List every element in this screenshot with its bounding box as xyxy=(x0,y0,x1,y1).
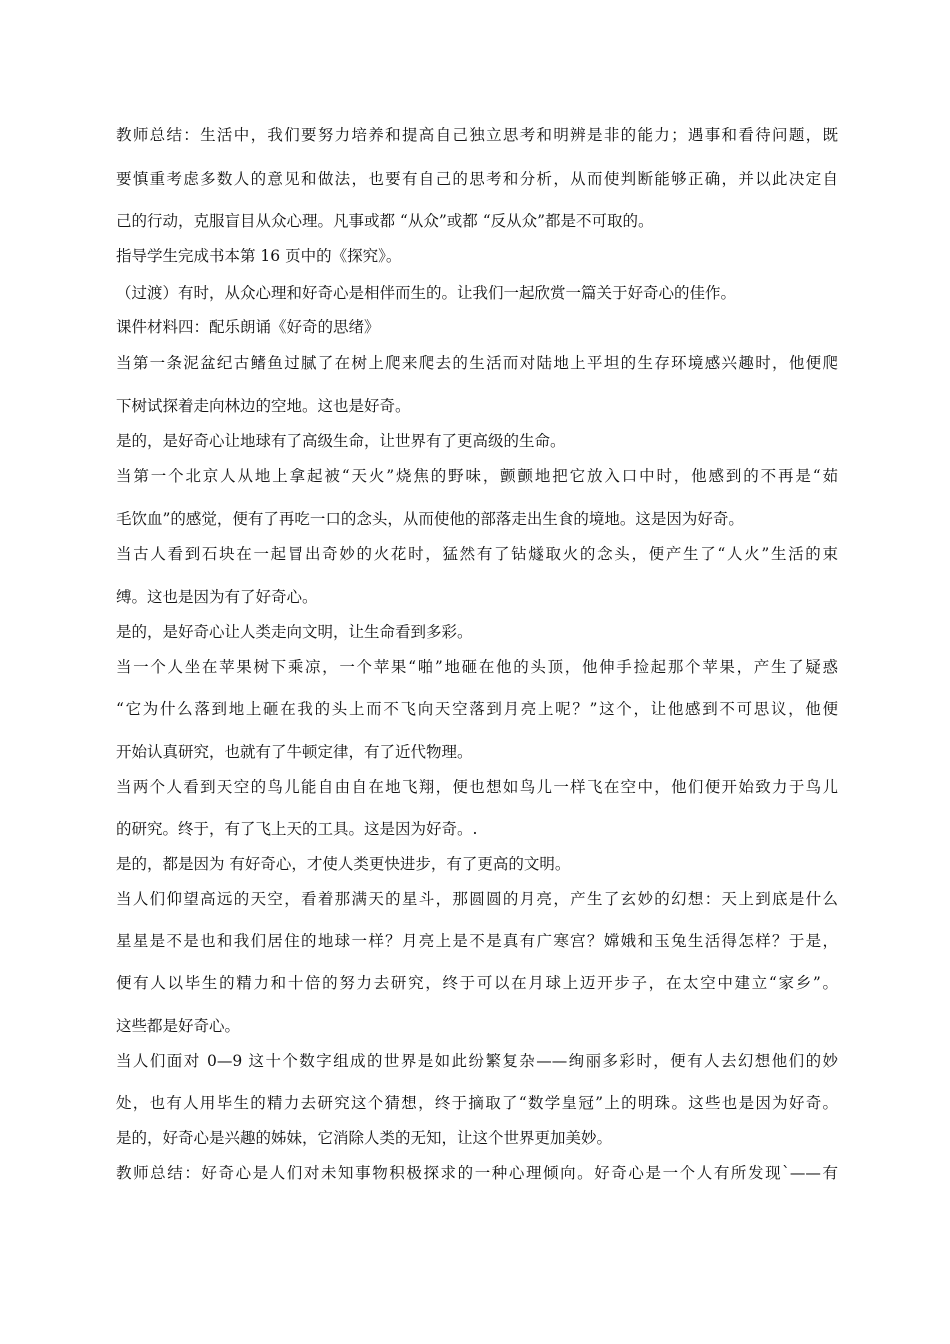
text-line: 当第一条泥盆纪古鳍鱼过腻了在树上爬来爬去的生活而对陆地上平坦的生存环境感兴趣时，他便爬 xyxy=(116,354,838,372)
text-line: 课件材料四：配乐朗诵《好奇的思绪》 xyxy=(116,318,380,336)
text-line: 毛饮血”的感觉，便有了再吃一口的念头，从而使他的部落走出生食的境地。这是因为好奇。 xyxy=(116,510,744,528)
text-line: 当人们面对 0—9 这十个数字组成的世界是如此纷繁复杂——绚丽多彩时，便有人去幻想他们的妙 xyxy=(116,1052,838,1070)
text-line: 当人们仰望高远的天空，看着那满天的星斗，那圆圆的月亮，产生了玄妙的幻想：天上到底是什么 xyxy=(116,890,838,908)
text-line: 下树试探着走向林边的空地。这也是好奇。 xyxy=(116,397,411,415)
text-line: 指导学生完成书本第 16 页中的《探究》。 xyxy=(116,247,402,265)
text-line: 是的，好奇心是兴趣的姊妹，它消除人类的无知，让这个世界更加美妙。 xyxy=(116,1129,613,1147)
text-line: 当两个人看到天空的鸟儿能自由自在地飞翔，便也想如鸟儿一样飞在空中，他们便开始致力于鸟儿 xyxy=(116,778,838,796)
text-line: 处，也有人用毕生的精力去研究这个猜想，终于摘取了“数学皇冠”上的明珠。这些也是因为好奇。 xyxy=(116,1094,838,1112)
text-line: 己的行动，克服盲目从众心理。凡事或都 “从众”或都 “反从众”都是不可取的。 xyxy=(116,212,654,230)
text-line: （过渡）有时，从众心理和好奇心是相伴而生的。让我们一起欣赏一篇关于好奇心的佳作。 xyxy=(116,284,737,302)
text-line: 是的，都是因为 有好奇心，才使人类更快进步，有了更高的文明。 xyxy=(116,855,571,873)
text-line: 的研究。终于，有了飞上天的工具。这是因为好奇。. xyxy=(116,820,478,838)
text-line: 当古人看到石块在一起冒出奇妙的火花时，猛然有了钻燧取火的念头，便产生了“人火”生活的束 xyxy=(116,545,838,563)
text-line: 开始认真研究，也就有了牛顿定律，有了近代物理。 xyxy=(116,743,473,761)
text-line: 星星是不是也和我们居住的地球一样？月亮上是不是真有广寒宫？嫦娥和玉兔生活得怎样？于是， xyxy=(116,932,838,950)
text-line: 教师总结：好奇心是人们对未知事物积极探求的一种心理倾向。好奇心是一个人有所发现`——有 xyxy=(116,1164,838,1182)
text-line: 缚。这也是因为有了好奇心。 xyxy=(116,588,318,606)
text-line: 教师总结：生活中，我们要努力培养和提高自己独立思考和明辨是非的能力；遇事和看待问题，既 xyxy=(116,126,838,144)
text-line: 是的，是好奇心让人类走向文明，让生命看到多彩。 xyxy=(116,623,473,641)
text-line: 便有人以毕生的精力和十倍的努力去研究，终于可以在月球上迈开步子，在太空中建立“家乡”。 xyxy=(116,974,838,992)
text-line: 当一个人坐在苹果树下乘凉，一个苹果“啪”地砸在他的头顶，他伸手捡起那个苹果，产生了疑惑 xyxy=(116,658,838,676)
text-line: 是的，是好奇心让地球有了高级生命，让世界有了更高级的生命。 xyxy=(116,432,566,450)
text-line: 这些都是好奇心。 xyxy=(116,1017,241,1035)
text-line: 当第一个北京人从地上拿起被“天火”烧焦的野味，颤颤地把它放入口中时，他感到的不再是“茹 xyxy=(116,467,838,485)
text-line: “它为什么落到地上砸在我的头上而不飞向天空落到月亮上呢？”这个，让他感到不可思议，他便 xyxy=(116,700,838,718)
text-line: 要慎重考虑多数人的意见和做法，也要有自己的思考和分析，从而使判断能够正确，并以此决定自 xyxy=(116,170,838,188)
